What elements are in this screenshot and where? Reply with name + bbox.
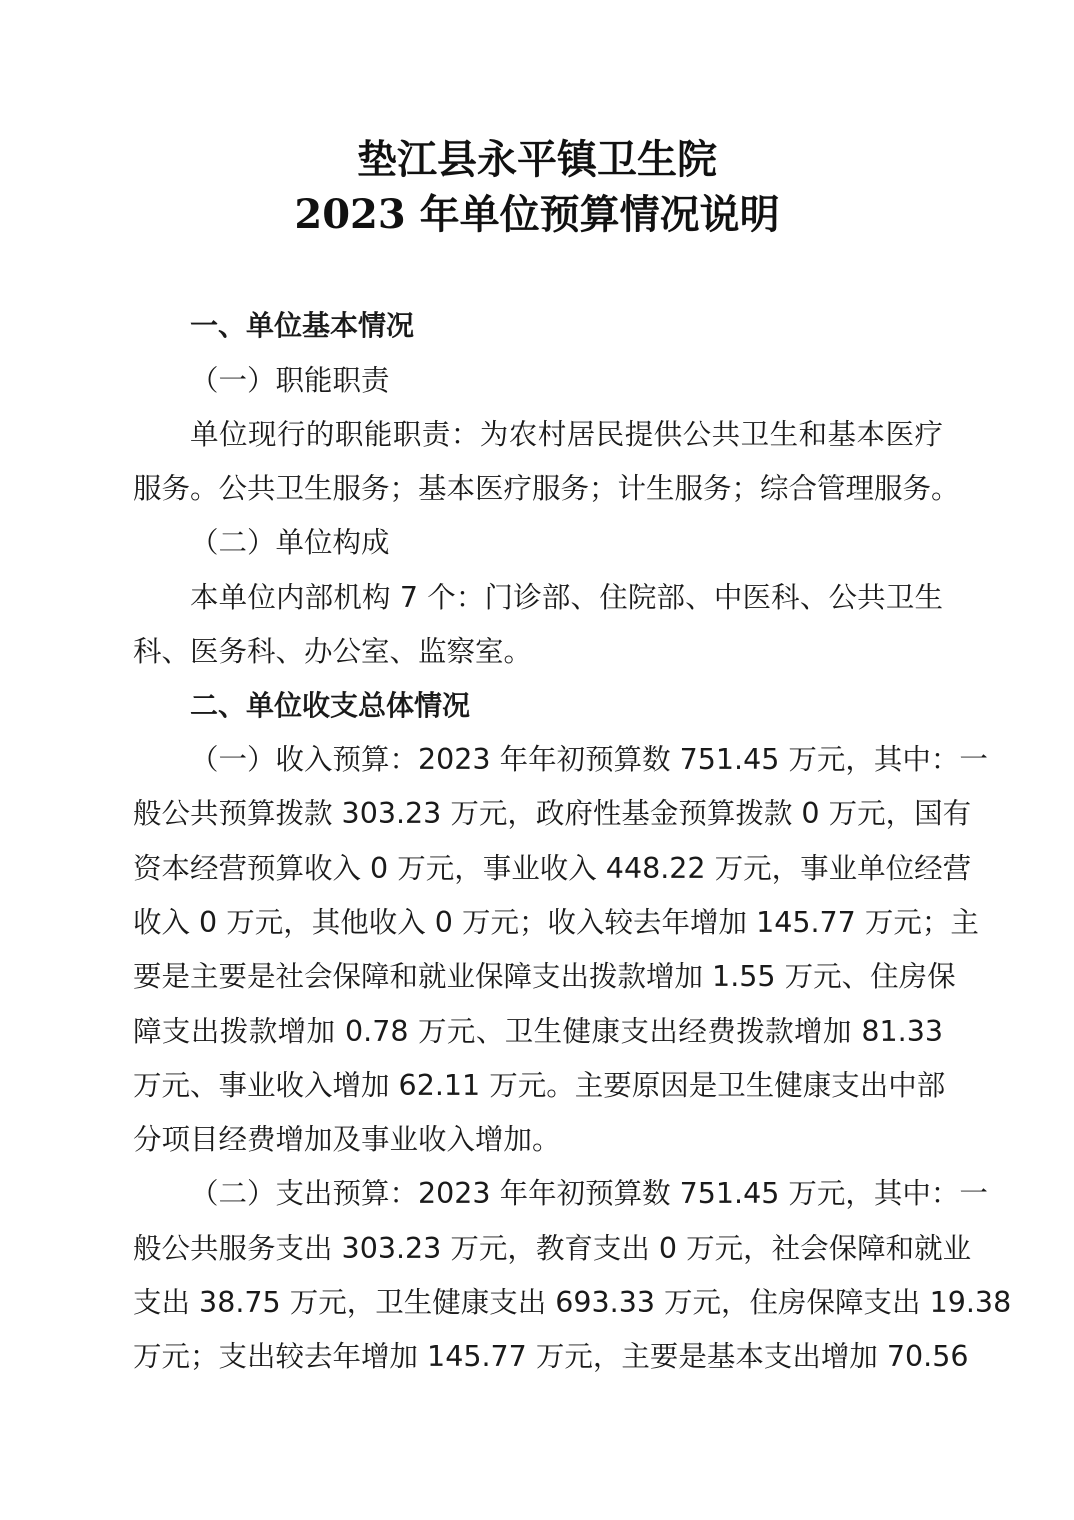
paragraph-line: 障支出拨款增加 0.78 万元、卫生健康支出经费拨款增加 81.33 — [133, 1015, 943, 1048]
paragraph-line: 单位现行的职能职责：为农村居民提供公共卫生和基本医疗 — [190, 418, 943, 451]
paragraph-line: 般公共预算拨款 303.23 万元，政府性基金预算拨款 0 万元，国有 — [133, 797, 972, 830]
paragraph-line: 支出 38.75 万元，卫生健康支出 693.33 万元，住房保障支出 19.38 — [133, 1286, 1012, 1319]
section-heading-1: 一、单位基本情况 — [190, 309, 415, 342]
paragraph-line: 要是主要是社会保障和就业保障支出拨款增加 1.55 万元、住房保 — [133, 960, 956, 993]
paragraph-line: 万元；支出较去年增加 145.77 万元，主要是基本支出增加 70.56 — [133, 1340, 969, 1373]
paragraph-line: （一）收入预算：2023 年年初预算数 751.45 万元，其中：一 — [190, 743, 988, 776]
paragraph-line: 科、医务科、办公室、监察室。 — [133, 635, 533, 668]
paragraph-line: 分项目经费增加及事业收入增加。 — [133, 1123, 561, 1156]
paragraph-line: 服务。公共卫生服务；基本医疗服务；计生服务；综合管理服务。 — [133, 472, 960, 505]
paragraph-line: 收入 0 万元，其他收入 0 万元；收入较去年增加 145.77 万元；主 — [133, 906, 979, 939]
paragraph-line: 万元、事业收入增加 62.11 万元。主要原因是卫生健康支出中部 — [133, 1069, 946, 1102]
document-title-line-2: 2023 年单位预算情况说明 — [294, 191, 780, 238]
paragraph-line: 资本经营预算收入 0 万元，事业收入 448.22 万元，事业单位经营 — [133, 852, 972, 885]
subsection-heading-1-1: （一）职能职责 — [190, 364, 390, 397]
paragraph-line: 本单位内部机构 7 个：门诊部、住院部、中医科、公共卫生 — [190, 581, 943, 614]
document-title-line-1: 垫江县永平镇卫生院 — [357, 136, 717, 183]
subsection-heading-1-2: （二）单位构成 — [190, 526, 390, 559]
paragraph-line: 般公共服务支出 303.23 万元，教育支出 0 万元，社会保障和就业 — [133, 1232, 972, 1265]
paragraph-line: （二）支出预算：2023 年年初预算数 751.45 万元，其中：一 — [190, 1177, 988, 1210]
section-heading-2: 二、单位收支总体情况 — [190, 689, 471, 722]
